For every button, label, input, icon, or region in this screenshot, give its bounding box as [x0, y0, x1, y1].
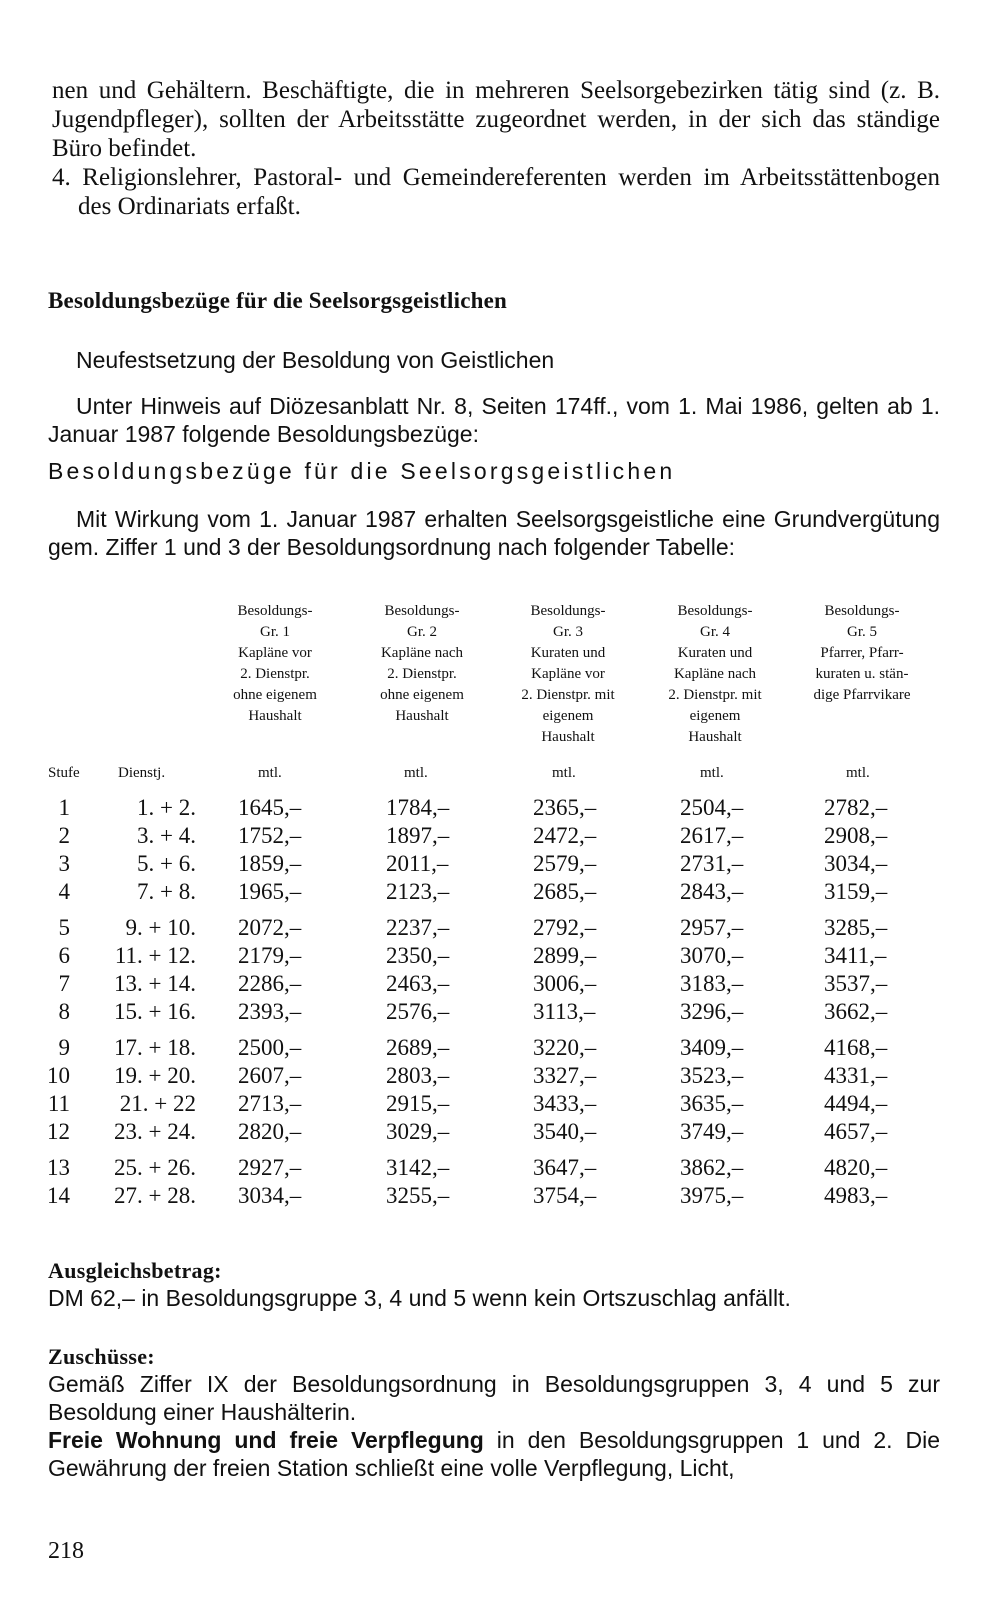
- col-header-line: Gr. 4: [700, 624, 730, 640]
- col-header-line: 2. Dienstpr. mit: [521, 687, 615, 703]
- unit-label: mtl.: [700, 765, 724, 781]
- salary-cell-gr5: 3034,–: [824, 851, 888, 876]
- stufe-cell: 9: [58, 1035, 70, 1060]
- column-header-gr5: [792, 601, 932, 706]
- stufe-cell: 12: [47, 1119, 70, 1144]
- stufe-cell: 4: [58, 879, 70, 904]
- stufe-cell: 3: [58, 851, 70, 876]
- salary-cell-gr2: 3029,–: [386, 1119, 450, 1144]
- spaced-heading: Besoldungsbezüge für die Seelsorgsgeistlichen: [48, 458, 676, 484]
- stufe-cell: 6: [58, 943, 70, 968]
- col-header-line: Kapläne vor: [238, 645, 312, 661]
- col-header-line: Besoldungs-: [530, 603, 606, 619]
- dienstjahre-cell: 11. + 12.: [114, 943, 196, 968]
- col-header-line: eigenem: [689, 708, 741, 724]
- col-header-line: 2. Dienstpr.: [240, 666, 310, 682]
- intro-text: [52, 76, 940, 221]
- salary-cell-gr5: 4168,–: [824, 1035, 888, 1060]
- salary-cell-gr2: 3142,–: [386, 1155, 450, 1180]
- column-header-gr3: [498, 601, 638, 748]
- salary-cell-gr4: 2731,–: [680, 851, 744, 876]
- col-header-line: Haushalt: [248, 708, 302, 724]
- col-header-line: kuraten u. stän-: [815, 666, 909, 682]
- salary-cell-gr2: 1897,–: [386, 823, 450, 848]
- zuschuesse-text: [48, 1370, 940, 1482]
- unit-label: mtl.: [404, 765, 428, 781]
- salary-cell-gr4: 3183,–: [680, 971, 744, 996]
- dienstjahre-cell: 13. + 14.: [114, 971, 196, 996]
- salary-cell-gr4: 3635,–: [680, 1091, 744, 1116]
- salary-cell-gr4: 3409,–: [680, 1035, 744, 1060]
- salary-cell-gr3: 2899,–: [533, 943, 597, 968]
- col-header-line: Kuraten und: [530, 645, 606, 661]
- intro-paragraph-2: 4. Religionslehrer, Pastoral- und Gemeindereferenten werden im Arbeitsstättenbogen des Ordinariats erfaßt.: [52, 164, 940, 220]
- dienstjahre-cell: 19. + 20.: [114, 1063, 196, 1088]
- col-header-line: Kapläne vor: [531, 666, 605, 682]
- ausgleich-title: Ausgleichsbetrag:: [48, 1258, 222, 1283]
- stufe-cell: 8: [58, 999, 70, 1024]
- col-header-line: Gr. 5: [847, 624, 877, 640]
- col-header-line: eigenem: [542, 708, 594, 724]
- table-row: [0, 1091, 1000, 1119]
- salary-cell-gr1: 1645,–: [238, 795, 302, 820]
- salary-cell-gr4: 3296,–: [680, 999, 744, 1024]
- salary-cell-gr1: 2072,–: [238, 915, 302, 940]
- column-header-gr1: [205, 601, 345, 727]
- salary-cell-gr4: 2504,–: [680, 795, 744, 820]
- stufe-cell: 1: [58, 795, 70, 820]
- salary-cell-gr5: 4494,–: [824, 1091, 888, 1116]
- table-row: [0, 795, 1000, 823]
- col-header-line: Besoldungs-: [237, 603, 313, 619]
- table-row: [0, 915, 1000, 943]
- salary-cell-gr2: 2463,–: [386, 971, 450, 996]
- stufe-cell: 10: [47, 1063, 70, 1088]
- salary-cell-gr1: 2927,–: [238, 1155, 302, 1180]
- salary-cell-gr3: 3006,–: [533, 971, 597, 996]
- salary-cell-gr3: 3433,–: [533, 1091, 597, 1116]
- salary-cell-gr2: 2011,–: [386, 851, 449, 876]
- stufe-cell: 7: [58, 971, 70, 996]
- ausgleich-text: DM 62,– in Besoldungsgruppe 3, 4 und 5 wenn kein Ortszuschlag anfällt.: [48, 1285, 791, 1311]
- salary-cell-gr5: 4983,–: [824, 1183, 888, 1208]
- salary-cell-gr1: 1965,–: [238, 879, 302, 904]
- salary-cell-gr3: 2472,–: [533, 823, 597, 848]
- col-header-line: Kapläne nach: [380, 645, 464, 661]
- col-header-line: Besoldungs-: [677, 603, 753, 619]
- salary-cell-gr1: 3034,–: [238, 1183, 302, 1208]
- dienstjahre-cell: 15. + 16.: [114, 999, 196, 1024]
- col-header-line: ohne eigenem: [233, 687, 317, 703]
- col-header-line: Haushalt: [688, 729, 742, 745]
- dienstjahre-cell: 27. + 28.: [114, 1183, 196, 1208]
- unit-label: mtl.: [846, 765, 870, 781]
- salary-cell-gr5: 2782,–: [824, 795, 888, 820]
- salary-cell-gr4: 3523,–: [680, 1063, 744, 1088]
- salary-cell-gr3: 3540,–: [533, 1119, 597, 1144]
- stufe-cell: 13: [47, 1155, 70, 1180]
- column-header-gr4: [645, 601, 785, 748]
- table-row: [0, 943, 1000, 971]
- salary-cell-gr5: 4657,–: [824, 1119, 888, 1144]
- label-stufe: Stufe: [48, 765, 80, 781]
- salary-cell-gr5: 3285,–: [824, 915, 888, 940]
- table-row: [0, 1155, 1000, 1183]
- salary-cell-gr1: 2286,–: [238, 971, 302, 996]
- salary-cell-gr3: 2792,–: [533, 915, 597, 940]
- zuschuesse-paragraph: Gemäß Ziffer IX der Besoldungsordnung in Besoldungsgruppen 3, 4 und 5 zur Besoldung einer Haushälterin.: [48, 1371, 940, 1425]
- salary-cell-gr4: 3975,–: [680, 1183, 744, 1208]
- salary-cell-gr2: 2237,–: [386, 915, 450, 940]
- zuschuesse-title: Zuschüsse:: [48, 1344, 155, 1369]
- salary-cell-gr2: 3255,–: [386, 1183, 450, 1208]
- salary-cell-gr3: 3113,–: [533, 999, 596, 1024]
- salary-cell-gr3: 2365,–: [533, 795, 597, 820]
- salary-cell-gr3: 3220,–: [533, 1035, 597, 1060]
- dienstjahre-cell: 7. + 8.: [137, 879, 196, 904]
- salary-cell-gr1: 2607,–: [238, 1063, 302, 1088]
- col-header-line: 2. Dienstpr. mit: [668, 687, 762, 703]
- salary-cell-gr4: 2843,–: [680, 879, 744, 904]
- table-row: [0, 851, 1000, 879]
- salary-cell-gr5: 3662,–: [824, 999, 888, 1024]
- salary-cell-gr1: 1752,–: [238, 823, 302, 848]
- salary-cell-gr1: 2713,–: [238, 1091, 302, 1116]
- col-header-line: Haushalt: [395, 708, 449, 724]
- salary-cell-gr5: 4820,–: [824, 1155, 888, 1180]
- salary-cell-gr3: 3754,–: [533, 1183, 597, 1208]
- table-row: [0, 999, 1000, 1027]
- stufe-cell: 14: [47, 1183, 70, 1208]
- table-row: [0, 1119, 1000, 1147]
- salary-cell-gr1: 2179,–: [238, 943, 302, 968]
- dienstjahre-cell: 25. + 26.: [114, 1155, 196, 1180]
- col-header-line: Gr. 1: [260, 624, 290, 640]
- col-header-line: 2. Dienstpr.: [387, 666, 457, 682]
- stufe-cell: 11: [47, 1091, 70, 1116]
- salary-cell-gr5: 3537,–: [824, 971, 888, 996]
- effect-paragraph: Mit Wirkung vom 1. Januar 1987 erhalten Seelsorgsgeistliche eine Grundvergütung gem. Ziffer 1 und 3 der Besoldungsordnung nach folgender Tabelle:: [48, 506, 940, 560]
- col-header-line: Pfarrer, Pfarr-: [820, 645, 904, 661]
- dienstjahre-cell: 1. + 2.: [137, 795, 196, 820]
- salary-cell-gr5: 3411,–: [824, 943, 887, 968]
- salary-cell-gr3: 3327,–: [533, 1063, 597, 1088]
- col-header-line: Gr. 3: [553, 624, 583, 640]
- col-header-line: Besoldungs-: [384, 603, 460, 619]
- col-header-line: Haushalt: [541, 729, 595, 745]
- col-header-line: Besoldungs-: [824, 603, 900, 619]
- salary-cell-gr2: 2576,–: [386, 999, 450, 1024]
- salary-cell-gr4: 2957,–: [680, 915, 744, 940]
- column-header-gr2: [352, 601, 492, 727]
- table-row: [0, 879, 1000, 907]
- salary-cell-gr3: 2685,–: [533, 879, 597, 904]
- dienstjahre-cell: 9. + 10.: [125, 915, 196, 940]
- col-header-line: Gr. 2: [407, 624, 437, 640]
- free-board-lead: Freie Wohnung und freie Verpflegung: [48, 1427, 484, 1453]
- page-number: 218: [48, 1538, 84, 1564]
- salary-cell-gr3: 3647,–: [533, 1155, 597, 1180]
- dienstjahre-cell: 3. + 4.: [137, 823, 196, 848]
- salary-cell-gr1: 1859,–: [238, 851, 302, 876]
- col-header-line: ohne eigenem: [380, 687, 464, 703]
- salary-cell-gr1: 2820,–: [238, 1119, 302, 1144]
- salary-cell-gr4: 2617,–: [680, 823, 744, 848]
- salary-cell-gr3: 2579,–: [533, 851, 597, 876]
- unit-label: mtl.: [552, 765, 576, 781]
- col-header-line: dige Pfarrvikare: [813, 687, 911, 703]
- dienstjahre-cell: 5. + 6.: [137, 851, 196, 876]
- unit-label: mtl.: [258, 765, 282, 781]
- dienstjahre-cell: 21. + 22: [119, 1091, 196, 1116]
- table-row: [0, 971, 1000, 999]
- dienstjahre-cell: 17. + 18.: [114, 1035, 196, 1060]
- salary-cell-gr5: 2908,–: [824, 823, 888, 848]
- salary-cell-gr4: 3070,–: [680, 943, 744, 968]
- section-heading: Besoldungsbezüge für die Seelsorgsgeistlichen: [48, 288, 508, 313]
- salary-cell-gr5: 4331,–: [824, 1063, 888, 1088]
- salary-table: [0, 795, 1000, 1211]
- salary-cell-gr2: 2803,–: [386, 1063, 450, 1088]
- col-header-line: Kuraten und: [677, 645, 753, 661]
- stufe-cell: 5: [58, 915, 70, 940]
- salary-cell-gr2: 2350,–: [386, 943, 450, 968]
- salary-cell-gr4: 3749,–: [680, 1119, 744, 1144]
- salary-cell-gr1: 2500,–: [238, 1035, 302, 1060]
- section-subheading: Neufestsetzung der Besoldung von Geistlichen: [76, 347, 555, 373]
- salary-cell-gr2: 2123,–: [386, 879, 450, 904]
- col-header-line: Kapläne nach: [673, 666, 757, 682]
- stufe-cell: 2: [58, 823, 70, 848]
- table-row: [0, 1183, 1000, 1211]
- salary-cell-gr4: 3862,–: [680, 1155, 744, 1180]
- table-row: [0, 1063, 1000, 1091]
- salary-cell-gr2: 2689,–: [386, 1035, 450, 1060]
- salary-cell-gr1: 2393,–: [238, 999, 302, 1024]
- free-board-text: in den Besoldungsgruppen 1 und 2. Die Gewährung der freien Station schließt eine volle Verpflegung, Licht,: [48, 1427, 940, 1481]
- label-dienstjahre: Dienstj.: [118, 765, 166, 781]
- table-row: [0, 823, 1000, 851]
- salary-cell-gr2: 2915,–: [386, 1091, 450, 1116]
- intro-paragraph-1: nen und Gehältern. Beschäftigte, die in mehreren Seelsorgebezirken tätig sind (z. B. Jugendpfleger), sollten der Arbeitsstätte zugeordnet werden, in der sich das ständige Büro befindet.: [52, 77, 940, 162]
- salary-cell-gr2: 1784,–: [386, 795, 450, 820]
- table-row: [0, 1035, 1000, 1063]
- reference-paragraph: Unter Hinweis auf Diözesanblatt Nr. 8, Seiten 174ff., vom 1. Mai 1986, gelten ab 1. Januar 1987 folgende Besoldungsbezüge:: [48, 393, 940, 447]
- dienstjahre-cell: 23. + 24.: [114, 1119, 196, 1144]
- salary-cell-gr5: 3159,–: [824, 879, 888, 904]
